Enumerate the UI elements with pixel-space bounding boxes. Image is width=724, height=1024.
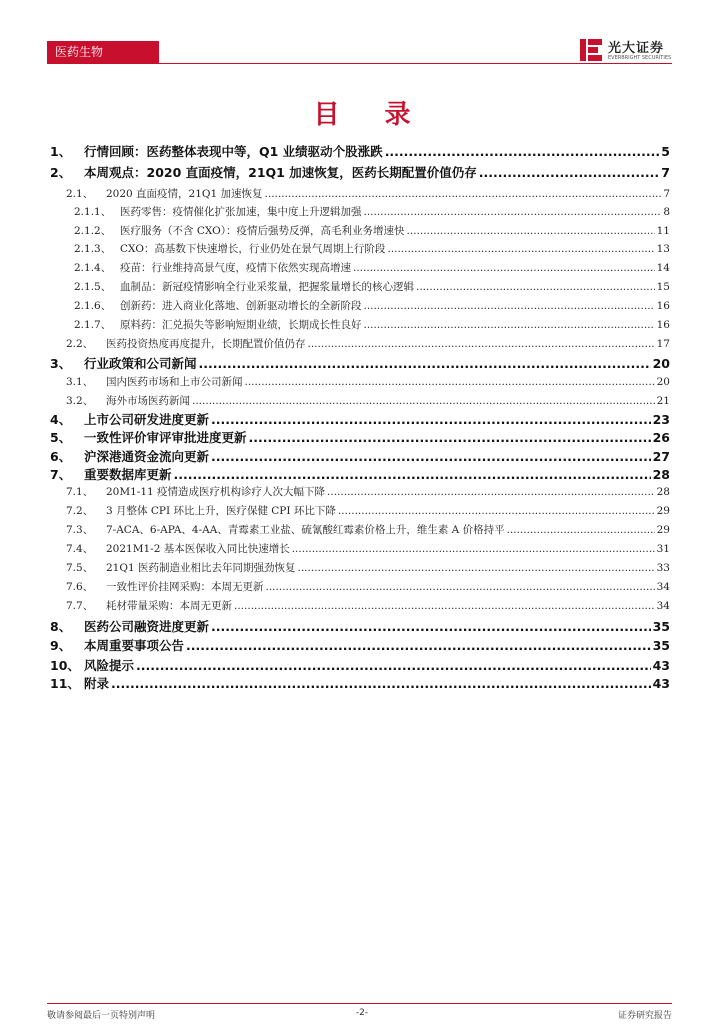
toc-entry-number: 2、 xyxy=(50,165,72,180)
toc-entry-page: 33 xyxy=(656,562,670,574)
toc-leader-dots xyxy=(387,243,654,255)
toc-entry-title[interactable]: 上市公司研发进度更新 xyxy=(84,412,210,427)
toc-entry-number: 11、 xyxy=(50,676,80,691)
toc-leader-dots xyxy=(407,225,655,237)
toc-entry[interactable] xyxy=(50,579,670,594)
toc-leader-dots xyxy=(327,486,655,498)
toc-leader-dots xyxy=(245,376,655,388)
toc-entry-title[interactable]: 原料药：汇兑损失等影响短期业绩，长期成长性良好 xyxy=(120,319,362,331)
toc-entry[interactable] xyxy=(50,374,670,389)
toc-leader-dots xyxy=(234,600,655,612)
toc-entry[interactable] xyxy=(50,186,670,201)
brand-logo xyxy=(578,37,674,65)
toc-entry-page: 15 xyxy=(656,281,670,293)
toc-entry-title[interactable]: 20M1-11 疫情造成医疗机构诊疗人次大幅下降 xyxy=(106,486,326,498)
toc-entry[interactable] xyxy=(50,354,670,372)
toc-entry-page: 20 xyxy=(652,356,670,371)
toc-entry-number: 2.1.4、 xyxy=(74,262,112,274)
toc-leader-dots xyxy=(192,395,655,407)
toc-entry-number: 2.1.7、 xyxy=(74,319,112,331)
toc-entry-page: 13 xyxy=(656,243,670,255)
toc-leader-dots xyxy=(136,658,651,673)
toc-entry-number: 2.1、 xyxy=(66,188,94,200)
toc-entry-number: 7.4、 xyxy=(66,543,94,555)
toc-entry-title[interactable]: 医药零售：疫情催化扩张加速，集中度上升逻辑加强 xyxy=(120,206,362,218)
toc-entry-title[interactable]: 血制品：新冠疫情影响全行业采浆量，把握浆量增长的核心逻辑 xyxy=(120,281,414,293)
toc-entry-number: 7.2、 xyxy=(66,505,94,517)
toc-entry-page: 23 xyxy=(652,412,670,427)
toc-entry[interactable] xyxy=(50,636,670,654)
toc-entry-number: 7.3、 xyxy=(66,524,94,536)
toc-leader-dots xyxy=(265,188,662,200)
toc-entry[interactable] xyxy=(50,522,670,537)
toc-entry-title[interactable]: 附录 xyxy=(84,676,110,691)
toc-leader-dots xyxy=(308,338,655,350)
toc-entry[interactable] xyxy=(50,447,670,465)
toc-leader-dots xyxy=(353,262,655,274)
toc-entry-title[interactable]: 行业政策和公司新闻 xyxy=(84,356,197,371)
toc-entry[interactable] xyxy=(50,428,670,446)
footer-disclaimer: 敬请参阅最后一页特别声明 xyxy=(47,1011,156,1021)
toc-entry[interactable] xyxy=(50,241,670,256)
toc-entry-page: 16 xyxy=(656,319,670,331)
toc-entry-title[interactable]: 疫苗：行业维持高景气度，疫情下依然实现高增速 xyxy=(120,262,351,274)
toc-leader-dots xyxy=(111,676,651,691)
toc-entry[interactable] xyxy=(50,393,670,408)
toc-entry-title[interactable]: 耗材带量采购：本周无更新 xyxy=(106,600,232,612)
toc-leader-dots xyxy=(211,412,651,427)
toc-entry-number: 2.2、 xyxy=(66,338,94,350)
toc-entry-page: 31 xyxy=(656,543,670,555)
toc-entry-page: 7 xyxy=(663,188,670,200)
toc-entry-title[interactable]: 海外市场医药新闻 xyxy=(106,395,190,407)
page-title: 目 录 xyxy=(313,100,429,130)
toc-entry-page: 17 xyxy=(656,338,670,350)
toc-entry-number: 10、 xyxy=(50,658,80,673)
footer-divider xyxy=(47,1003,672,1004)
toc-entry-title[interactable]: 本周重要事项公告 xyxy=(84,638,185,653)
toc-entry-page: 28 xyxy=(656,486,670,498)
toc-entry[interactable] xyxy=(50,503,670,518)
toc-entry-title[interactable]: 一致性评价挂网采购：本周无更新 xyxy=(106,581,264,593)
toc-entry[interactable] xyxy=(50,317,670,332)
page-number: -2- xyxy=(355,1008,369,1018)
toc-entry-page: 35 xyxy=(652,638,670,653)
toc-entry-number: 9、 xyxy=(50,638,72,653)
toc-leader-dots xyxy=(364,319,655,331)
toc-entry-number: 7.7、 xyxy=(66,600,94,612)
toc-entry[interactable] xyxy=(50,223,670,238)
section-tag: 医药生物 xyxy=(47,41,159,63)
toc-entry[interactable] xyxy=(50,598,670,613)
toc-entry-page: 29 xyxy=(656,505,670,517)
everbright-logo-icon xyxy=(578,37,604,63)
toc-leader-dots xyxy=(211,449,651,464)
toc-entry-page: 11 xyxy=(656,225,670,237)
toc-entry-title[interactable]: 7-ACA、6-APA、4-AA、青霉素工业盐、硫氰酸红霉素价格上升，维生素 A 价格持平 xyxy=(106,524,505,536)
toc-entry-title[interactable]: 医药投资热度再度提升，长期配置价值仍存 xyxy=(106,338,306,350)
toc-leader-dots xyxy=(174,467,651,482)
toc-entry-title[interactable]: 21Q1 医药制造业相比去年同期强劲恢复 xyxy=(106,562,296,574)
toc-leader-dots xyxy=(338,505,655,517)
toc-entry-number: 2.1.2、 xyxy=(74,225,112,237)
toc-entry[interactable] xyxy=(50,541,670,556)
toc-entry-title[interactable]: 重要数据库更新 xyxy=(84,467,172,482)
toc-entry[interactable] xyxy=(50,465,670,483)
toc-leader-dots xyxy=(479,165,660,180)
toc-entry-page: 5 xyxy=(661,144,670,159)
toc-entry-number: 2.1.5、 xyxy=(74,281,112,293)
toc-entry-page: 14 xyxy=(656,262,670,274)
toc-entry-page: 16 xyxy=(656,300,670,312)
toc-entry-title[interactable]: 医疗服务（不含 CXO）：疫情后强势反弹，高毛利业务增速快 xyxy=(120,225,405,237)
toc-entry-page: 35 xyxy=(652,619,670,634)
toc-entry[interactable] xyxy=(50,260,670,275)
toc-entry-page: 29 xyxy=(656,524,670,536)
toc-entry-number: 2.1.1、 xyxy=(74,206,112,218)
toc-entry-number: 7、 xyxy=(50,467,72,482)
toc-entry-page: 26 xyxy=(652,430,670,445)
toc-leader-dots xyxy=(298,562,655,574)
toc-entry[interactable] xyxy=(50,617,670,635)
toc-entry[interactable] xyxy=(50,560,670,575)
toc-entry-number: 3.2、 xyxy=(66,395,94,407)
toc-entry[interactable] xyxy=(50,336,670,351)
toc-entry[interactable] xyxy=(50,484,670,499)
toc-entry[interactable] xyxy=(50,410,670,428)
footer-report-type: 证券研究报告 xyxy=(617,1011,672,1021)
toc-leader-dots xyxy=(186,638,651,653)
toc-entry-title[interactable]: 沪深港通资金流向更新 xyxy=(84,449,210,464)
toc-entry-page: 27 xyxy=(652,449,670,464)
toc-entry-page: 7 xyxy=(661,165,670,180)
toc-entry[interactable] xyxy=(50,142,670,160)
toc-entry-number: 2.1.3、 xyxy=(74,243,112,255)
toc-entry-page: 20 xyxy=(656,376,670,388)
toc-entry-number: 8、 xyxy=(50,619,72,634)
logo-name: 光大证券 xyxy=(608,41,665,56)
toc-entry-title[interactable]: 风险提示 xyxy=(84,658,135,673)
toc-leader-dots xyxy=(292,543,655,555)
toc-entry-number: 2.1.6、 xyxy=(74,300,112,312)
toc-entry[interactable] xyxy=(50,674,670,692)
toc-entry-page: 8 xyxy=(663,206,670,218)
toc-entry-title[interactable]: 本周观点：2020 直面疫情，21Q1 加速恢复，医药长期配置价值仍存 xyxy=(84,165,477,180)
toc-entry[interactable] xyxy=(50,298,670,313)
toc-entry-number: 3.1、 xyxy=(66,376,94,388)
toc-entry[interactable] xyxy=(50,279,670,294)
toc-leader-dots xyxy=(266,581,655,593)
toc-entry-title[interactable]: 2020 直面疫情，21Q1 加速恢复 xyxy=(106,188,263,200)
toc-entry-number: 1、 xyxy=(50,144,72,159)
toc-entry-number: 7.6、 xyxy=(66,581,94,593)
toc-entry-title[interactable]: 创新药：进入商业化落地、创新驱动增长的全新阶段 xyxy=(120,300,362,312)
toc-entry-number: 4、 xyxy=(50,412,72,427)
toc-entry-number: 3、 xyxy=(50,356,72,371)
toc-entry-page: 34 xyxy=(656,600,670,612)
toc-leader-dots xyxy=(385,144,660,159)
toc-leader-dots xyxy=(199,356,651,371)
toc-entry-title[interactable]: 国内医药市场和上市公司新闻 xyxy=(106,376,243,388)
toc-entry-number: 5、 xyxy=(50,430,72,445)
toc-entry-page: 21 xyxy=(656,395,670,407)
toc-leader-dots xyxy=(364,206,662,218)
toc-leader-dots xyxy=(249,430,651,445)
toc-entry-page: 34 xyxy=(656,581,670,593)
toc-entry-title[interactable]: CXO：高基数下快速增长，行业仍处在景气周期上行阶段 xyxy=(120,243,386,255)
toc-leader-dots xyxy=(211,619,651,634)
toc-entry[interactable] xyxy=(50,656,670,674)
toc-entry-title[interactable]: 2021M1-2 基本医保收入同比快速增长 xyxy=(106,543,290,555)
toc-leader-dots xyxy=(416,281,655,293)
logo-subtitle: EVERBRIGHT SECURITIES xyxy=(608,55,672,61)
toc-entry-title[interactable]: 行情回顾：医药整体表现中等，Q1 业绩驱动个股涨跌 xyxy=(84,144,383,159)
toc-entry[interactable] xyxy=(50,163,670,181)
toc-entry-title[interactable]: 3 月整体 CPI 环比上升，医疗保健 CPI 环比下降 xyxy=(106,505,336,517)
toc-entry-page: 43 xyxy=(652,658,670,673)
toc-entry-number: 6、 xyxy=(50,449,72,464)
toc-entry-number: 7.1、 xyxy=(66,486,94,498)
toc-entry[interactable] xyxy=(50,204,670,219)
toc-entry-title[interactable]: 医药公司融资进度更新 xyxy=(84,619,210,634)
toc-entry-title[interactable]: 一致性评价审评审批进度更新 xyxy=(84,430,247,445)
toc-entry-page: 43 xyxy=(652,676,670,691)
toc-entry-number: 7.5、 xyxy=(66,562,94,574)
toc-leader-dots xyxy=(364,300,655,312)
toc-entry-page: 28 xyxy=(652,467,670,482)
toc-leader-dots xyxy=(507,524,655,536)
